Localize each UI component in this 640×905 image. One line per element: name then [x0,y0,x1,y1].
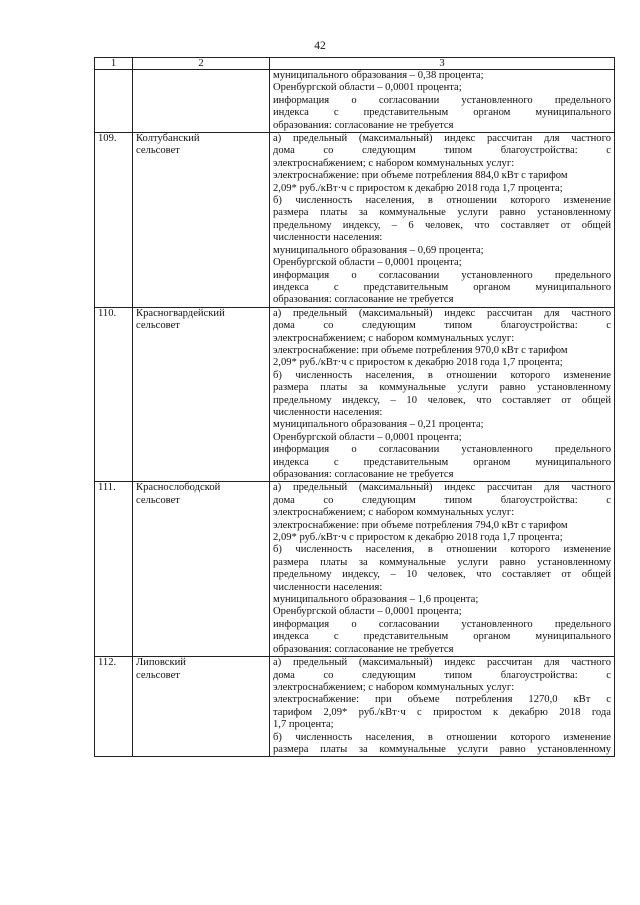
description-line: 2,09* руб./кВт·ч с приростом к декабрю 2018 года 1,7 процента; [273,357,563,369]
page-number: 42 [314,40,326,52]
municipality-name [133,657,270,757]
row-number: 109. [95,133,133,308]
description-line: дома со следующим типом благоустройства: с [273,145,611,157]
description-line: а) предельный (максимальный) индекс рассчитан для частного [273,482,611,494]
description-line: электроснабжением; с набором коммунальных услуг: [273,507,515,519]
description-line: электроснабжение: при объеме потребления 1270,0 кВт с [273,694,611,706]
index-description [270,133,615,308]
municipality-name-line: Красногвардейский [136,307,225,319]
description-line: а) предельный (максимальный) индекс рассчитан для частного [273,133,611,145]
description-line: электроснабжением; с набором коммунальных услуг: [273,681,515,693]
description-line: образования: согласование не требуется [273,469,454,480]
description-line: численности населения: [273,232,383,244]
description-line: информация о согласовании установленного предельного [273,94,611,106]
description-line: индекса с представительным органом муниципального [273,631,611,643]
description-line: а) предельный (максимальный) индекс рассчитан для частного [273,657,611,669]
municipality-name-line: Липовский [136,657,186,669]
table-row [95,133,615,308]
description-line: информация о согласовании установленного предельного [273,269,611,281]
description-line: предельному индексу, – 10 человек, что составляет от общей [273,394,611,406]
index-description [270,482,615,657]
municipality-name-line: сельсовет [136,145,180,157]
description-line: тарифом 2,09* руб./кВт·ч с приростом к декабрю 2018 года [273,706,611,718]
description-line: муниципального образования – 1,6 процента; [273,594,479,606]
row-number [95,70,133,133]
table-row [95,70,615,133]
description-line: информация о согласовании установленного предельного [273,618,611,630]
description-line: размера платы за коммунальные услуги равно установленному [273,743,611,755]
table-row [95,482,615,657]
description-line: Оренбургской области – 0,0001 процента; [273,431,462,443]
index-description [270,70,615,133]
description-line: б) численность населения, в отношении которого изменение [273,369,611,381]
description-line: индекса с представительным органом муниципального [273,456,611,468]
table-row [95,657,615,757]
description-line: размера платы за коммунальные услуги равно установленному [273,382,611,394]
header-col-2: 2 [133,58,270,70]
description-line: 1,7 процента; [273,719,334,731]
description-line: б) численность населения, в отношении которого изменение [273,195,611,207]
municipality-name-line: Краснослободской [136,482,221,494]
description-line: предельному индексу, – 10 человек, что составляет от общей [273,569,611,581]
header-col-3: 3 [270,58,615,70]
description-line: электроснабжение: при объеме потребления 884,0 кВт с тарифом [273,170,568,182]
description-line: муниципального образования – 0,21 процента; [273,419,484,431]
description-line: электроснабжение: при объеме потребления 794,0 кВт с тарифом [273,519,568,531]
municipality-name [133,70,270,133]
description-line: муниципального образования – 0,38 процента; [273,70,484,81]
description-line: электроснабжением; с набором коммунальных услуг: [273,157,515,169]
description-line: образования: согласование не требуется [273,294,454,306]
municipality-name [133,307,270,482]
description-line: численности населения: [273,581,383,593]
description-line: б) численность населения, в отношении которого изменение [273,731,611,743]
description-line: 2,09* руб./кВт·ч с приростом к декабрю 2018 года 1,7 процента; [273,182,563,194]
description-line: образования: согласование не требуется [273,643,454,655]
description-line: дома со следующим типом благоустройства: с [273,669,611,681]
description-line: Оренбургской области – 0,0001 процента; [273,606,462,618]
row-number: 112. [95,657,133,757]
description-line: б) численность населения, в отношении которого изменение [273,544,611,556]
municipality-name-line: сельсовет [136,494,180,506]
municipality-name-line: сельсовет [136,669,180,681]
description-line: численности населения: [273,406,383,418]
municipality-name [133,133,270,308]
description-line: электроснабжение: при объеме потребления 970,0 кВт с тарифом [273,344,568,356]
municipality-name-line: сельсовет [136,320,180,332]
description-line: дома со следующим типом благоустройства: с [273,320,611,332]
description-line: информация о согласовании установленного предельного [273,444,611,456]
index-table [94,57,615,757]
header-col-1: 1 [95,58,133,70]
description-line: Оренбургской области – 0,0001 процента; [273,82,462,94]
index-table-body [95,58,615,757]
description-line: размера платы за коммунальные услуги равно установленному [273,207,611,219]
table-row [95,307,615,482]
description-line: 2,09* руб./кВт·ч с приростом к декабрю 2018 года 1,7 процента; [273,532,563,544]
index-description [270,657,615,757]
municipality-name [133,482,270,657]
description-line: муниципального образования – 0,69 процента; [273,244,484,256]
description-line: а) предельный (максимальный) индекс рассчитан для частного [273,307,611,319]
municipality-name-line: Колтубанский [136,133,200,145]
description-line: дома со следующим типом благоустройства: с [273,494,611,506]
description-line: Оренбургской области – 0,0001 процента; [273,257,462,269]
description-line: индекса с представительным органом муниципального [273,107,611,119]
description-line: электроснабжением; с набором коммунальных услуг: [273,332,515,344]
description-line: размера платы за коммунальные услуги равно установленному [273,556,611,568]
description-line: предельному индексу, – 6 человек, что составляет от общей [273,219,611,231]
index-description [270,307,615,482]
description-line: индекса с представительным органом муниципального [273,281,611,293]
table-header-row [95,58,615,70]
description-line: образования: согласование не требуется [273,119,454,131]
row-number: 111. [95,482,133,657]
row-number: 110. [95,307,133,482]
